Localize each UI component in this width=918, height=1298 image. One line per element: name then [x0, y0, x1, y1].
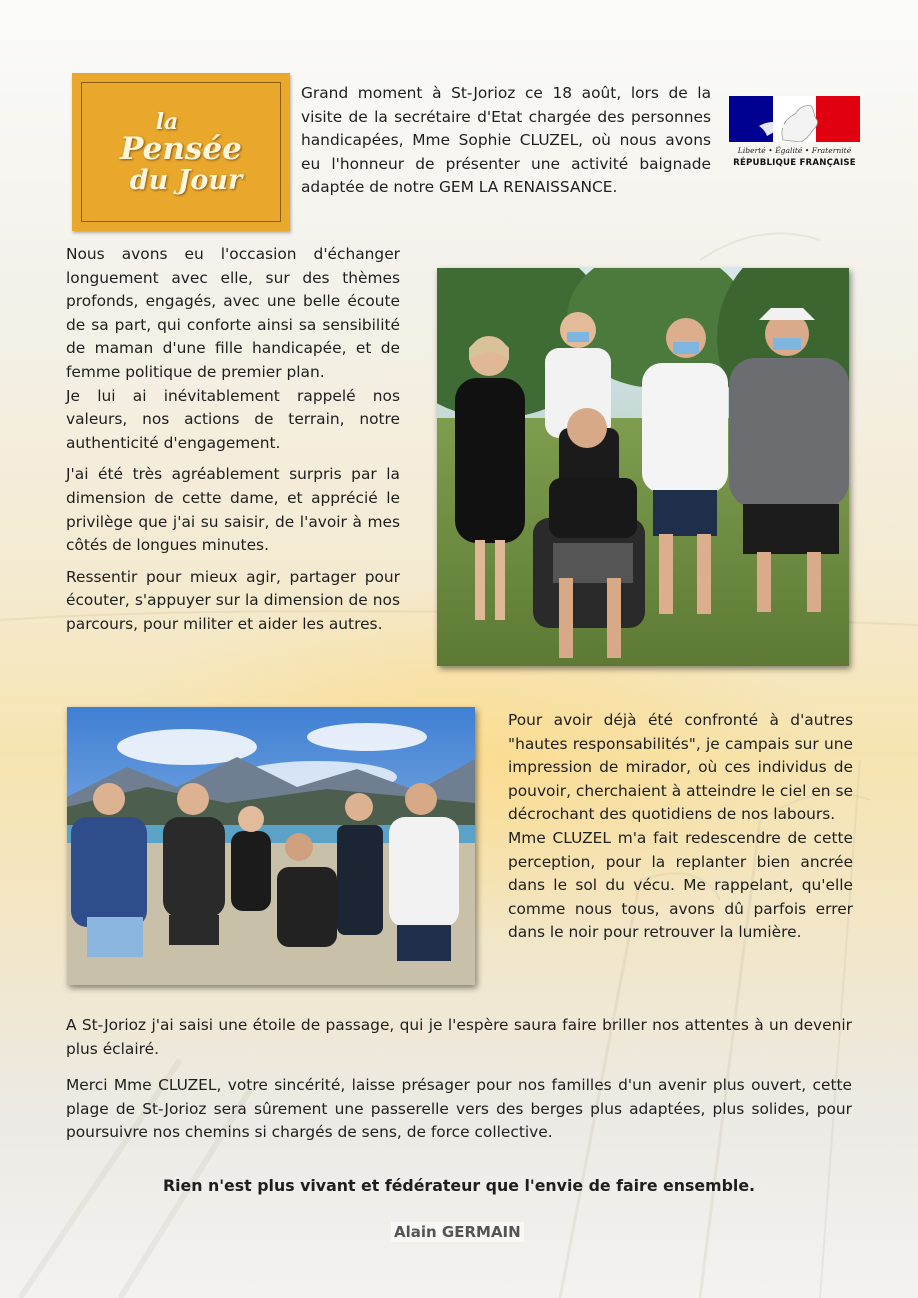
marianne-flag-icon — [729, 96, 860, 142]
wide-paragraph-1: A St-Jorioz j'ai saisi une étoile de passage, qui je l'espère saura faire briller nos attentes à un devenir plus éclairé. — [66, 1016, 852, 1058]
emblem-name: RÉPUBLIQUE FRANÇAISE — [733, 158, 856, 168]
logo-line-3: du Jour — [129, 164, 243, 196]
left-paragraph-4: Ressentir pour mieux agir, partager pour écouter, s'appuyer sur la dimension de nos parcours, pour militer et aider les autres. — [66, 567, 400, 633]
group-photo-park — [437, 268, 849, 666]
right-paragraph-2: Mme CLUZEL m'a fait redescendre de cette perception, pour la replanter bien ancrée dans le sol du vécu. Me rappelant, qu'elle comme nous tous, avons dû parfois errer dans le noir pour retrouver la lumière. — [508, 828, 853, 942]
logo-line-2: Pensée — [120, 130, 242, 167]
closing-paragraphs — [66, 1014, 852, 1145]
emblem-motto: Liberté • Égalité • Fraternité — [737, 146, 852, 155]
logo-line-1: la — [155, 108, 179, 135]
pensee-du-jour-logo — [72, 73, 290, 231]
closing-statement: Rien n'est plus vivant et fédérateur que l'envie de faire ensemble. — [162, 1176, 756, 1195]
left-paragraph-2: Je lui ai inévitablement rappelé nos valeurs, nos actions de terrain, notre authenticité d'engagement. — [66, 386, 400, 452]
wide-paragraph-2: Merci Mme CLUZEL, votre sincérité, laisse présager pour nos familles d'un avenir plus ouvert, cette plage de St-Jorioz sera sûrement une passerelle vers des berges plus adaptées, plus solides, pour poursuivre nos chemins si chargés de sens, de force collective. — [66, 1076, 852, 1142]
republique-francaise-emblem — [729, 96, 860, 176]
left-paragraph-3: J'ai été très agréablement surpris par la dimension de cette dame, et apprécié le privilège que j'ai su saisir, de l'avoir à mes côtés de longues minutes. — [66, 465, 400, 555]
group-photo-lake — [67, 707, 475, 985]
author-signature: Alain GERMAIN — [391, 1222, 524, 1242]
intro-paragraph: Grand moment à St-Jorioz ce 18 août, lors de la visite de la secrétaire d'Etat chargée des personnes handicapées, Mme Sophie CLUZEL, où nous avons eu l'honneur de présenter une activité baignade adaptée de notre GEM LA RENAISSANCE. — [301, 84, 711, 197]
right-paragraph-1: Pour avoir déjà été confronté à d'autres "hautes responsabilités", je campais sur une impression de mirador, où ces individus de pouvoir, cherchaient à atteindre le ciel en se décrochant des quotidiens de nos labours. — [508, 711, 853, 824]
right-column-text — [508, 709, 853, 945]
left-column-text — [66, 243, 400, 637]
left-paragraph-1: Nous avons eu l'occasion d'échanger longuement avec elle, sur des thèmes profonds, engagés, avec une belle écoute de sa part, qui conforte ainsi sa sensibilité de maman d'une fille handicapée, et de femme politique de premier plan. — [66, 245, 400, 381]
